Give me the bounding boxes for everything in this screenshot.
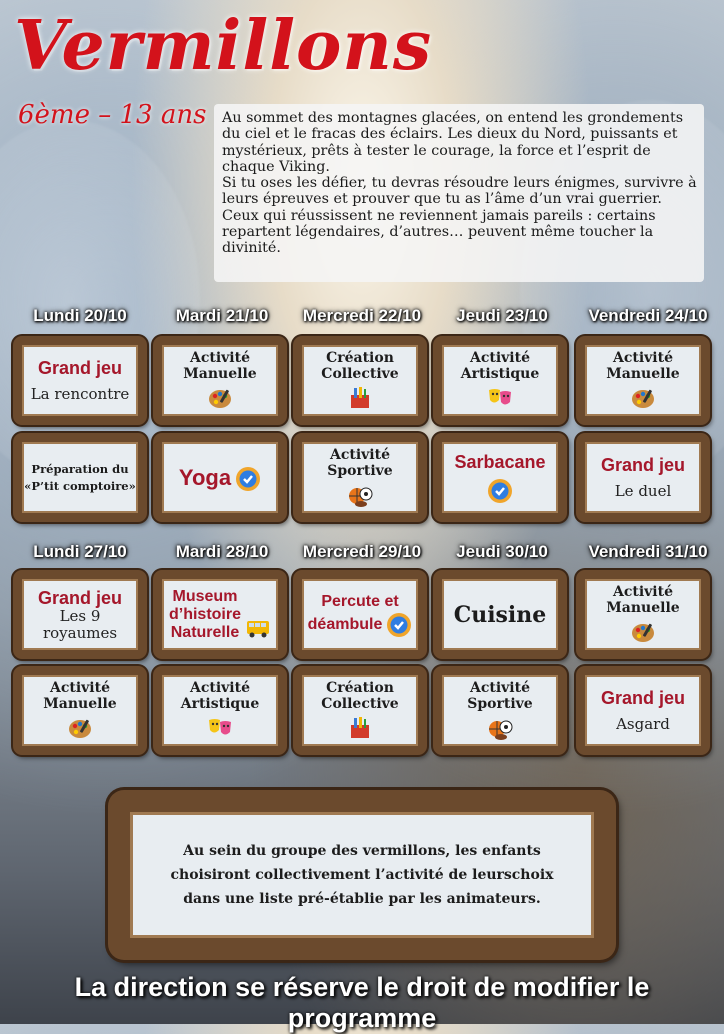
intro-paragraph-2: Si tu oses les défier, tu devras résoudre leurs énigmes, survivre à leurs épreuves et prouver que tu as l’âme d’un vrai guerrier. Ceux qui réussissent ne reviennent jamais pareils : certains repartent légendaires, d’autres… peuvent même toucher la divinité. [222, 175, 697, 257]
day-header: Lundi 20/10 [33, 306, 127, 325]
palette-icon [207, 385, 233, 411]
craft-box-icon [347, 385, 373, 411]
day-header: Mardi 28/10 [175, 542, 269, 561]
bus-icon [245, 615, 271, 641]
activity-card [576, 666, 710, 755]
activity-card [433, 433, 567, 522]
theater-masks-icon [487, 385, 513, 411]
activity-line: «P’tit comptoire» [24, 478, 136, 493]
intro-paragraph-1: Au sommet des montagnes glacées, on entend les grondements du ciel et le fracas des éclairs. Les dieux du Nord, puissants et mystérieux, prêts à tester le courage, la force et l’esprit de chaque Viking. [222, 110, 684, 175]
check-badge-icon [386, 612, 412, 638]
activity-line: d’histoire [168, 605, 241, 623]
activity-card [576, 433, 710, 522]
activity-line: Artistique [460, 366, 540, 382]
activity-line: Création [326, 350, 394, 366]
activity-line: Manuelle [183, 366, 257, 382]
activity-subtitle: Le duel [614, 482, 672, 500]
activity-title: Sarbacane [454, 451, 546, 472]
sports-balls-icon [347, 482, 373, 508]
activity-card [153, 336, 287, 425]
info-note-text: Au sein du groupe des vermillons, les enfants choisiront collectivement l’activité de leurschoix dans une liste pré-établie par les animateurs. [170, 843, 554, 907]
activity-card [293, 570, 427, 659]
activity-line: Préparation du [31, 461, 129, 476]
activity-line: Activité [470, 680, 530, 696]
day-header: Vendredi 24/10 [588, 306, 708, 325]
activity-card [433, 336, 567, 425]
activity-line: Manuelle [43, 696, 117, 712]
week2-day-headers [0, 542, 724, 568]
activity-card [433, 570, 567, 659]
activity-line: Museum [172, 587, 238, 605]
activity-line: Sportive [467, 696, 533, 712]
activity-line: Activité [613, 350, 673, 366]
day-header: Jeudi 30/10 [456, 542, 548, 561]
activity-line: Activité [613, 584, 673, 600]
day-header: Lundi 27/10 [33, 542, 127, 561]
day-header: Vendredi 31/10 [588, 542, 708, 561]
activity-title: Cuisine [453, 601, 547, 628]
activity-title: Grand jeu [37, 358, 122, 378]
activity-line: Percute et [321, 592, 399, 610]
activity-card [576, 570, 710, 659]
activity-line: Activité [470, 350, 530, 366]
theater-masks-icon [207, 715, 233, 741]
page-title: Vermillons [14, 6, 433, 86]
activity-line: Sportive [327, 463, 393, 479]
activity-card [153, 666, 287, 755]
week1-day-headers [0, 306, 724, 332]
activity-line: Naturelle [170, 623, 240, 641]
activity-line: Manuelle [606, 600, 680, 616]
footer-disclaimer: La direction se réserve le droit de modifier le programme [74, 972, 650, 1033]
activity-title: Grand jeu [37, 587, 122, 608]
day-header: Mercredi 22/10 [302, 306, 422, 325]
activity-line: Collective [321, 696, 399, 712]
activity-line: Activité [190, 350, 250, 366]
check-badge-icon [235, 466, 261, 492]
activity-title: Yoga [178, 464, 232, 490]
wing-left-decoration [0, 120, 200, 480]
activity-card [13, 433, 147, 522]
intro-box [214, 104, 704, 282]
info-note-panel [108, 790, 616, 960]
activity-subtitle: Les 9 royaumes [42, 606, 118, 642]
activity-line: Collective [321, 366, 399, 382]
activity-line: déambule [307, 615, 383, 633]
palette-icon [630, 619, 656, 645]
check-badge-icon [487, 478, 513, 504]
activity-card [153, 433, 287, 522]
activity-line: Création [326, 680, 394, 696]
activity-line: Artistique [180, 696, 260, 712]
sports-balls-icon [487, 715, 513, 741]
activity-card [153, 570, 287, 659]
activity-card [13, 336, 147, 425]
activity-card [433, 666, 567, 755]
activity-line: Activité [190, 680, 250, 696]
activity-card [13, 570, 147, 659]
craft-box-icon [347, 715, 373, 741]
day-header: Jeudi 23/10 [456, 306, 548, 325]
palette-icon [630, 385, 656, 411]
activity-title: Grand jeu [600, 455, 685, 475]
activity-line: Activité [330, 447, 390, 463]
activity-card [13, 666, 147, 755]
activity-subtitle: La rencontre [30, 385, 130, 403]
activity-card [576, 336, 710, 425]
activity-card [293, 433, 427, 522]
activity-card [293, 666, 427, 755]
activity-title: Grand jeu [600, 688, 685, 708]
activity-line: Activité [50, 680, 110, 696]
day-header: Mardi 21/10 [175, 306, 269, 325]
age-group-subtitle: 6ème – 13 ans [18, 100, 207, 130]
activity-subtitle: Asgard [616, 715, 670, 733]
activity-card [293, 336, 427, 425]
palette-icon [67, 715, 93, 741]
day-header: Mercredi 29/10 [302, 542, 422, 561]
activity-line: Manuelle [606, 366, 680, 382]
